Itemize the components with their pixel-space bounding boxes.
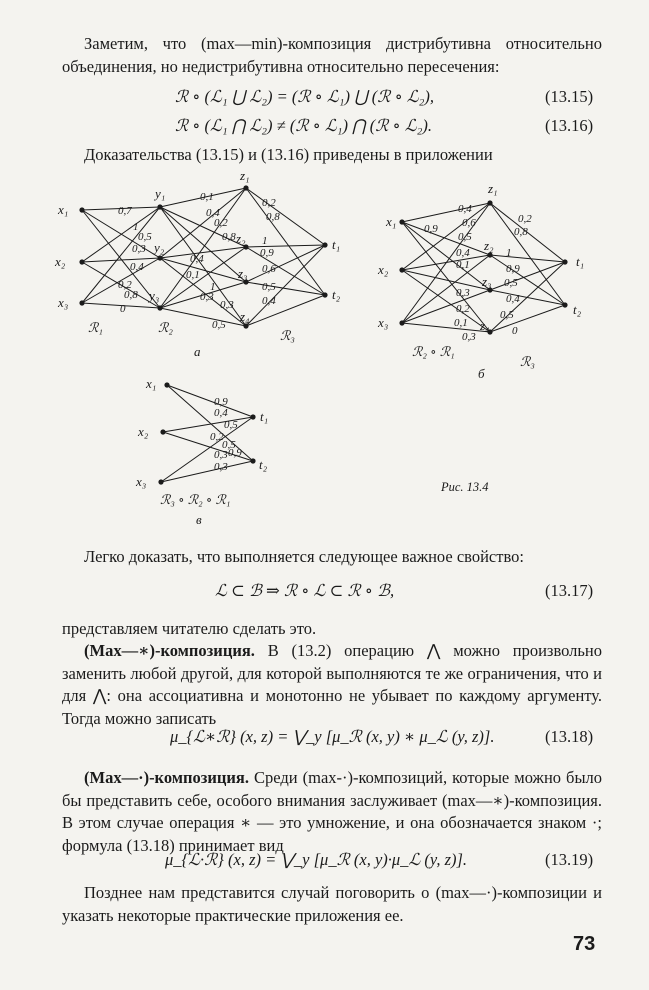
equation-13-17: ℒ ⊂ ℬ ⇒ ℛ ∘ ℒ ⊂ ℛ ∘ ℬ, [215,581,395,600]
graph-weight-label: 0,4 [190,253,204,265]
label-letter-a: а [194,344,201,359]
graph-weight-label: t₂ [573,302,582,317]
graph-weight-label: 0,5 [504,277,518,289]
graph-weight-label: 0,9 [424,223,438,235]
label-y3: y₃ [149,288,160,303]
label-t1: t₁ [332,237,341,252]
intro-paragraph: Заметим, что (max—min)-композиция дистрибутивна относительно объединения, но недистрибутивна относительно пересечения: [62,34,602,76]
graph-node [164,382,169,387]
node-t2 [322,292,327,297]
graph-weight-label: 0,8 [124,289,138,301]
figure-caption: Рис. 13.4 [441,480,489,494]
equation-13-19: μ_{ℒ·ℛ} (x, z) = ⋁_y [μ_ℛ (x, y)·μ_ℒ (y, z)]. [165,850,468,869]
graph-weight-label: 1 [133,221,139,233]
graph-node [562,302,567,307]
graph-weight-label: x₃ [136,474,147,489]
graph-weight-label: 0,1 [454,317,468,329]
property-paragraph: Легко доказать, что выполняется следующее важное свойство: [84,547,524,566]
label-r2-r1: ℛ₂ ∘ ℛ₁ [412,344,455,359]
graph-node [250,414,255,419]
graph-weight-label: 0,6 [462,217,476,229]
equation-number-13-15: (13.15) [545,87,594,106]
label-r3-r2-r1: ℛ₃ ∘ ℛ₂ ∘ ℛ₁ [160,492,231,507]
graph-weight-label: 0,3 [220,299,234,311]
label-y2: y₂ [154,240,165,255]
graph-weight-label: 0,4 [206,207,220,219]
graph-node [160,429,165,434]
closing-paragraph: Позднее нам представится случай поговорить о (max—·)-композиции и указать некоторые практические приложения ее. [62,883,602,925]
graph-node [158,479,163,484]
label-t2: t₂ [332,287,341,302]
graph-c-edges [161,385,253,482]
graph-node [250,458,255,463]
graph-weight-label: 0,4 [214,407,228,419]
graph-weight-label: 0,3 [214,461,228,473]
graph-weight-label: 0,7 [118,205,132,217]
graph-edge [246,188,325,295]
graph-weight-label: 1 [262,235,268,247]
node-x1 [79,207,84,212]
graph-weight-label: 0,8 [266,211,280,223]
graph-weight-label: t₁ [576,254,585,269]
graph-weight-label: 0,3 [200,291,214,303]
graph-weight-label: 0,9 [228,447,242,459]
graph-edge [246,245,325,326]
graph-c-labels [135,376,268,527]
graph-node [487,200,492,205]
graph-weight-label: z₁ [488,181,498,196]
graph-edge [246,282,325,295]
node-y1 [157,204,162,209]
proof-reference-paragraph: Доказательства (13.15) и (13.16) приведены в приложении [84,145,493,164]
graph-weight-label: z₃ [482,274,492,289]
equation-13-16: ℛ ∘ (ℒ₁ ⋂ ℒ₂) ≠ (ℛ ∘ ℒ₁) ⋂ (ℛ ∘ ℒ₂). [175,116,432,135]
graph-weight-label: z₂ [484,238,494,253]
label-z3: z₃ [238,266,248,281]
graph-edge [402,323,490,332]
graph-node [399,267,404,272]
node-x3 [79,300,84,305]
graph-weight-label: 0,5 [138,231,152,243]
graph-edge [161,461,253,482]
label-x1: x₁ [58,202,69,217]
graph-weight-label: 0,5 [500,309,514,321]
label-letter-b: б [478,366,485,381]
label-r2: ℛ₂ [158,320,173,335]
graph-weight-label: 0,2 [262,197,276,209]
graph-weight-label: 0,4 [506,293,520,305]
graph-weight-label: 0,4 [456,247,470,259]
graph-edge [246,188,325,245]
node-z4 [243,323,248,328]
max-dot-paragraph: (Max—·)-композиция. Среди (max-·)-композиций, которые можно было бы представить себе, особого внимания заслуживает (max—∗)-композиция. В этом случае операция ∗ — это умножение, и она обозначается знаком ·; формула (13.18) принимает вид [62,768,603,855]
graph-weight-label: x₁ [386,214,397,229]
graph-edge [490,262,565,290]
graph-weight-label: x₂ [378,262,389,277]
graph-weight-label: 0,2 [518,213,532,225]
graph-weight-label: 0,1 [200,191,214,203]
label-y1: y₁ [155,186,166,201]
label-x2: x₂ [55,254,66,269]
graph-weight-label: 0,9 [214,396,228,408]
graph-weight-label: 1 [210,281,216,293]
equation-number-13-18: (13.18) [545,727,594,746]
equation-number-13-17: (13.17) [545,581,594,600]
graph-node [399,219,404,224]
graph-weight-label: x₂ [138,424,149,439]
max-star-heading: (Max—∗)-композиция. [84,641,255,660]
graph-weight-label: 0,3 [214,449,228,461]
graph-b-labels [377,181,584,381]
graph-edge [163,417,253,432]
equation-number-13-16: (13.16) [545,116,594,135]
node-t1 [322,242,327,247]
label-r3-b: ℛ₃ [520,354,535,369]
graph-edge [490,255,565,262]
equation-13-18: μ_{ℒ∗ℛ} (x, z) = ⋁_y [μ_ℛ (x, y) ∗ μ_ℒ (y, z)]. [170,727,495,746]
label-r1: ℛ₁ [88,320,103,335]
graph-edge [246,245,325,282]
graph-weight-label: 0 [512,325,518,337]
equation-13-15: ℛ ∘ (ℒ₁ ⋃ ℒ₂) = (ℛ ∘ ℒ₁) ⋃ (ℛ ∘ ℒ₂), [175,87,435,106]
graph-weight-label: 0,3 [456,287,470,299]
graph-weight-label: t₂ [259,457,268,472]
graph-weight-label: 0,2 [210,431,224,443]
graph-weight-label: 0 [120,303,126,315]
label-z2: z₂ [236,231,246,246]
node-y2 [157,255,162,260]
max-dot-heading: (Max—·)-композиция. [84,768,249,787]
graph-c-weights [210,396,242,473]
graph-edge [246,245,325,247]
graph-weight-label: 0,4 [130,261,144,273]
graph-weight-label: 0,8 [514,226,528,238]
graph-weight-label: 1 [506,247,512,259]
graph-weight-label: 0,2 [214,217,228,229]
graph-edge [402,203,490,270]
graph-weight-label: 0,4 [262,295,276,307]
label-x3: x₃ [58,295,69,310]
reader-exercise-paragraph: представляем читателю сделать это. [62,619,317,638]
graph-weight-label: x₁ [146,376,157,391]
label-letter-c: в [196,512,202,527]
graph-weight-label: z₄ [480,318,490,333]
graph-weight-label: 0,5 [224,419,238,431]
graph-node [399,320,404,325]
graph-c-nodes [158,382,255,484]
graph-edge [167,385,253,417]
node-z1 [243,185,248,190]
graph-weight-label: 0,5 [212,319,226,331]
graph-edge [160,207,246,282]
graph-weight-label: 0,3 [132,243,146,255]
graph-weight-label: 0,9 [506,263,520,275]
graph-weight-label: 0,5 [222,439,236,451]
label-z1: z₁ [240,168,250,183]
node-x2 [79,259,84,264]
graph-node [487,252,492,257]
graph-weight-label: 0,5 [458,231,472,243]
graph-edge [246,295,325,326]
graph-edge [402,290,490,323]
graph-edge [402,255,490,323]
label-r3: ℛ₃ [280,328,295,343]
graph-weight-label: t₁ [260,409,269,424]
graph-weight-label: 0,1 [186,269,200,281]
graph-weight-label: 0,3 [462,331,476,343]
graph-weight-label: 0,1 [456,259,470,271]
graph-weight-label: 0,4 [458,203,472,215]
graph-node [562,259,567,264]
graph-edge [246,247,325,295]
graph-weight-label: 0,2 [118,279,132,291]
equation-number-13-19: (13.19) [545,850,594,869]
page-number: 73 [573,933,596,955]
label-z4: z₄ [240,309,250,324]
graph-weight-label: 0,9 [260,247,274,259]
max-star-paragraph: (Max—∗)-композиция. В (13.2) операцию ⋀ можно произвольно заменить любой другой, для которой выполняются те же ограничения, что и для ⋀: она ассоциативна и монотонно не убывает по каждому аргументу. Тогда можно записать [62,641,603,728]
graph-weight-label: 0,2 [456,303,470,315]
graph-weight-label: 0,5 [262,281,276,293]
node-y3 [157,305,162,310]
graph-a-weights [118,191,280,331]
graph-weight-label: 0,8 [222,231,236,243]
graph-edge [402,203,490,323]
graph-weight-label: 0,6 [262,263,276,275]
graph-weight-label: x₃ [378,315,389,330]
